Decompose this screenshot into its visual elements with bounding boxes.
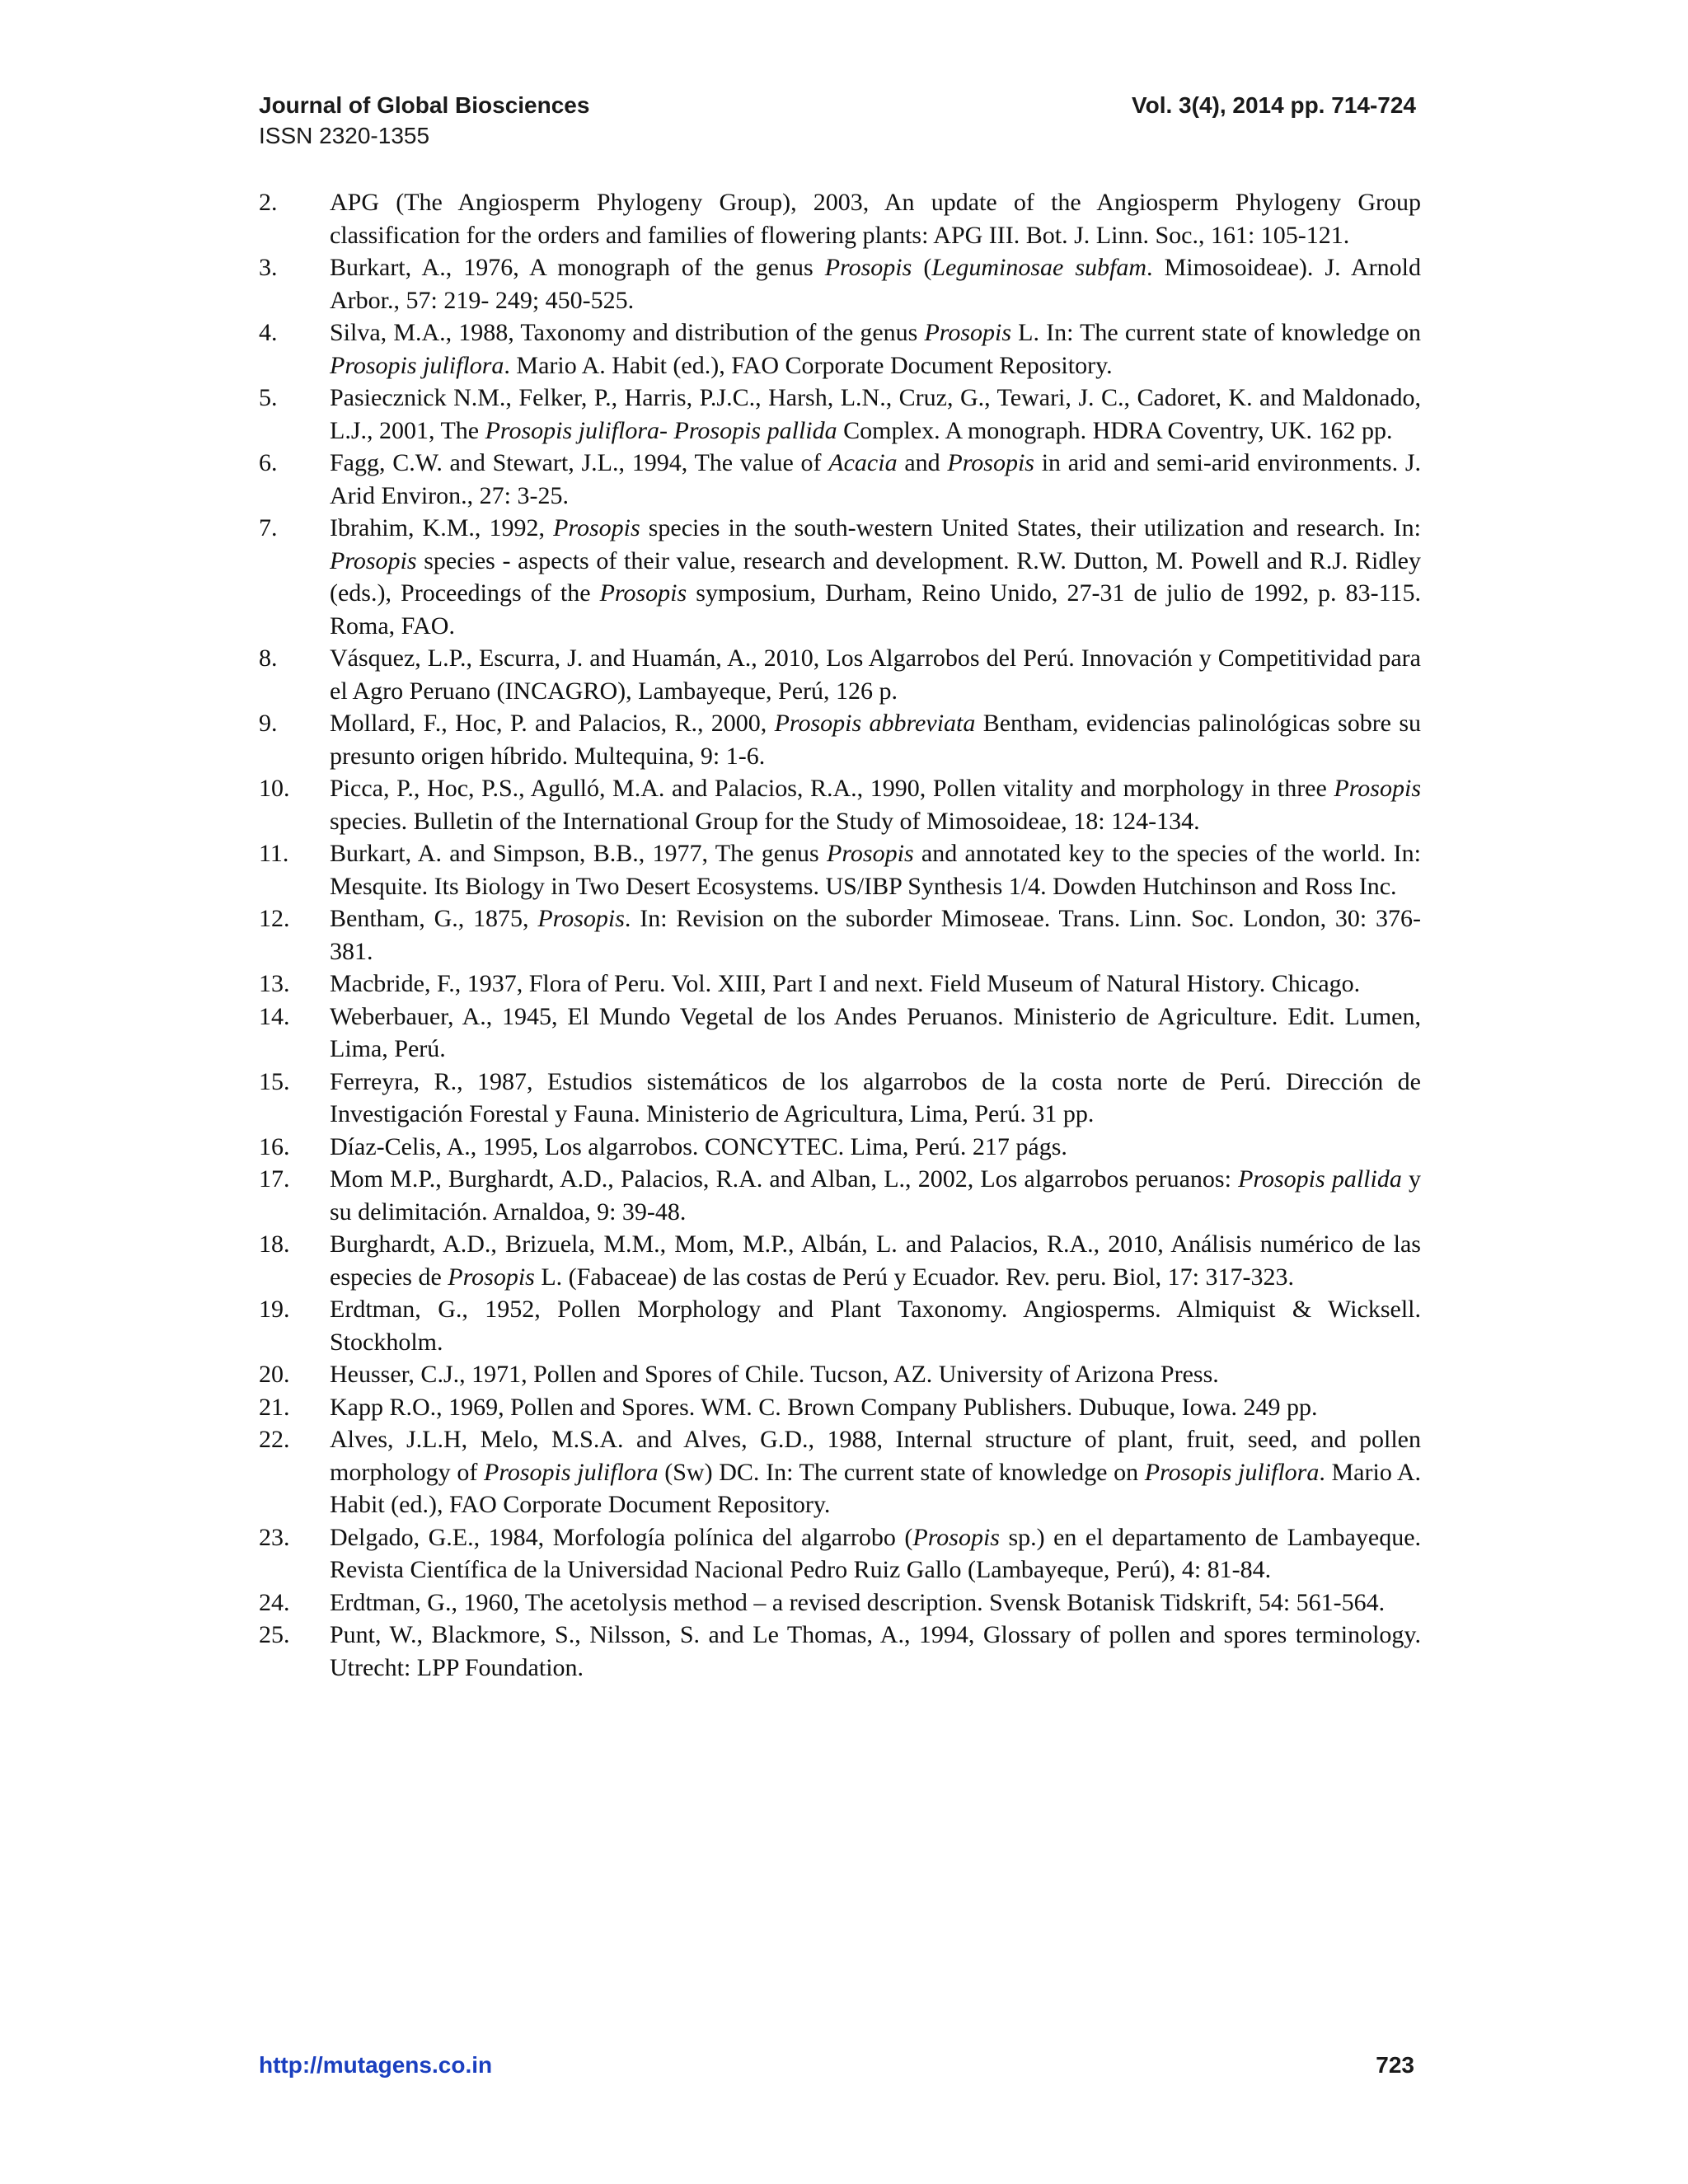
reference-list xyxy=(259,186,1421,1684)
reference-item xyxy=(259,968,1421,1001)
reference-text: L. In: The current state of knowledge on xyxy=(1011,319,1421,346)
reference-text: Ibrahim, K.M., 1992, xyxy=(330,514,554,541)
reference-text: Vásquez, L.P., Escurra, J. and Huamán, A., 2010, Los Algarrobos del Perú. Innovación y Competitividad para el Agro Peruano (INCAGRO), Lambayeque, Perú, 126 p. xyxy=(330,644,1421,705)
issn: ISSN 2320-1355 xyxy=(259,123,430,148)
reference-item xyxy=(259,1163,1421,1228)
reference-text: Heusser, C.J., 1971, Pollen and Spores of Chile. Tucson, AZ. University of Arizona Press. xyxy=(330,1361,1219,1388)
reference-text: and annotated key to the species of the world. In: Mesquite. Its Biology in Two Desert Ecosystems. US/IBP Synthesis 1/4. Dowden Hutchinson and Ross Inc. xyxy=(330,840,1421,900)
reference-item xyxy=(259,642,1421,707)
reference-italic-text: Prosopis xyxy=(1334,775,1421,802)
reference-text: Díaz-Celis, A., 1995, Los algarrobos. CONCYTEC. Lima, Perú. 217 págs. xyxy=(330,1132,1067,1160)
reference-italic-text: Prosopis pallida xyxy=(1238,1165,1402,1193)
reference-text: Fagg, C.W. and Stewart, J.L., 1994, The value of xyxy=(330,449,829,476)
reference-item xyxy=(259,1358,1421,1391)
reference-text: Alves, J.L.H, Melo, M.S.A. and Alves, G.D., 1988, Internal structure of plant, fruit, seed, and pollen morphology of xyxy=(330,1426,1421,1486)
reference-italic-text: Prosopis xyxy=(448,1263,535,1291)
reference-italic-text: Leguminosae subfam xyxy=(931,254,1147,281)
reference-italic-text: Prosopis xyxy=(912,1523,1000,1551)
reference-text: Burghardt, A.D., Brizuela, M.M., Mom, M.P., Albán, L. and Palacios, R.A., 2010, Análisis numérico de las especies de xyxy=(330,1230,1421,1291)
reference-italic-text: Prosopis juliflora xyxy=(1144,1458,1320,1486)
reference-italic-text: Prosopis abbreviata xyxy=(774,710,976,737)
reference-text: Macbride, F., 1937, Flora of Peru. Vol. XIII, Part I and next. Field Museum of Natural History. Chicago. xyxy=(330,970,1361,997)
reference-number: 7. xyxy=(259,514,278,541)
reference-italic-text: Prosopis xyxy=(827,840,914,867)
reference-item xyxy=(259,1586,1421,1619)
reference-item xyxy=(259,251,1421,316)
reference-number: 25. xyxy=(259,1621,290,1648)
reference-number: 24. xyxy=(259,1588,290,1616)
reference-item xyxy=(259,1001,1421,1066)
reference-text: species - aspects of their value, research and development. R.W. Dutton, M. Powell and R.J. Ridley (eds.), Proceedings of the xyxy=(330,546,1421,607)
reference-number: 20. xyxy=(259,1361,290,1388)
reference-number: 17. xyxy=(259,1165,290,1193)
reference-text: Erdtman, G., 1952, Pollen Morphology and Plant Taxonomy. Angiosperms. Almiquist & Wicksell. Stockholm. xyxy=(330,1296,1421,1356)
reference-item xyxy=(259,382,1421,447)
reference-text: Bentham, evidencias palinológicas sobre su presunto origen híbrido. Multequina, 9: 1-6. xyxy=(330,710,1421,770)
reference-text: Mom M.P., Burghardt, A.D., Palacios, R.A. and Alban, L., 2002, Los algarrobos peruanos: xyxy=(330,1165,1239,1193)
reference-text: and xyxy=(897,449,948,476)
reference-number: 8. xyxy=(259,644,278,672)
reference-number: 9. xyxy=(259,710,278,737)
reference-item xyxy=(259,1391,1421,1424)
reference-text: symposium, Durham, Reino Unido, 27-31 de julio de 1992, p. 83-115. Roma, FAO. xyxy=(330,579,1421,640)
reference-number: 18. xyxy=(259,1230,290,1258)
reference-item xyxy=(259,1423,1421,1521)
reference-item xyxy=(259,902,1421,968)
reference-number: 11. xyxy=(259,840,289,867)
reference-item xyxy=(259,1228,1421,1293)
reference-item xyxy=(259,1131,1421,1164)
reference-text: sp.) en el departamento de Lambayeque. Revista Científica de la Universidad Nacional Pedro Ruiz Gallo (Lambayeque, Perú), 4: 81-84. xyxy=(330,1523,1422,1583)
reference-text: in arid and semi-arid environments. J. Arid Environ., 27: 3-25. xyxy=(330,449,1421,509)
reference-text: . In: Revision on the suborder Mimoseae. Trans. Linn. Soc. London, 30: 376-381. xyxy=(330,905,1421,965)
reference-text: (Sw) DC. In: The current state of knowledge on xyxy=(658,1458,1145,1486)
reference-number: 14. xyxy=(259,1002,290,1030)
reference-number: 21. xyxy=(259,1393,290,1421)
reference-italic-text: Acacia xyxy=(828,449,898,476)
reference-text: Delgado, G.E., 1984, Morfología polínica del algarrobo ( xyxy=(330,1523,913,1551)
reference-number: 16. xyxy=(259,1132,290,1160)
reference-text: . Mimosoideae). J. Arnold Arbor., 57: 219- 249; 450-525. xyxy=(330,254,1421,314)
reference-item xyxy=(259,447,1421,512)
reference-item xyxy=(259,1066,1421,1131)
reference-text: species. Bulletin of the International Group for the Study of Mimosoideae, 18: 124-134. xyxy=(330,807,1200,835)
reference-item xyxy=(259,512,1421,642)
reference-italic-text: Prosopis xyxy=(553,514,640,541)
volume-info: Vol. 3(4), 2014 pp. 714-724 xyxy=(1132,92,1416,118)
reference-italic-text: Prosopis xyxy=(924,319,1012,346)
reference-text: Burkart, A., 1976, A monograph of the genus xyxy=(330,254,825,281)
reference-italic-text: Prosopis pallida xyxy=(673,416,837,444)
reference-text: L. (Fabaceae) de las costas de Perú y Ecuador. Rev. peru. Biol, 17: 317-323. xyxy=(534,1263,1294,1291)
reference-number: 5. xyxy=(259,384,278,411)
reference-italic-text: Prosopis xyxy=(330,546,417,574)
reference-item xyxy=(259,186,1421,251)
reference-item xyxy=(259,1619,1421,1684)
reference-item xyxy=(259,1521,1421,1586)
reference-text: Erdtman, G., 1960, The acetolysis method – a revised description. Svensk Botanisk Tidskrift, 54: 561-564. xyxy=(330,1588,1386,1616)
reference-text: . Mario A. Habit (ed.), FAO Corporate Document Repository. xyxy=(504,351,1113,379)
reference-text: Pasiecznick N.M., Felker, P., Harris, P.J.C., Harsh, L.N., Cruz, G., Tewari, J. C., Cadoret, K. and Maldonado, L.J., 2001, The xyxy=(330,384,1421,444)
reference-item xyxy=(259,772,1421,837)
reference-number: 10. xyxy=(259,775,290,802)
reference-italic-text: Prosopis xyxy=(947,449,1034,476)
reference-italic-text: Prosopis xyxy=(537,905,625,932)
reference-number: 2. xyxy=(259,189,278,216)
reference-item xyxy=(259,1293,1421,1358)
reference-text: Kapp R.O., 1969, Pollen and Spores. WM. C. Brown Company Publishers. Dubuque, Iowa. 249 pp. xyxy=(330,1393,1318,1421)
page-number: 723 xyxy=(1376,2052,1414,2078)
reference-italic-text: Prosopis xyxy=(824,254,912,281)
reference-text: Mollard, F., Hoc, P. and Palacios, R., 2000, xyxy=(330,710,775,737)
reference-number: 4. xyxy=(259,319,278,346)
reference-text: species in the south-western United States, their utilization and research. In: xyxy=(640,514,1421,541)
journal-title: Journal of Global Biosciences xyxy=(259,92,590,118)
reference-text: . Mario A. Habit (ed.), FAO Corporate Document Repository. xyxy=(330,1458,1422,1518)
reference-text: Punt, W., Blackmore, S., Nilsson, S. and Le Thomas, A., 1994, Glossary of pollen and spores terminology. Utrecht: LPP Foundation. xyxy=(330,1621,1421,1681)
reference-item xyxy=(259,316,1421,382)
reference-italic-text: Prosopis juliflora xyxy=(485,416,660,444)
footer-link[interactable]: http://mutagens.co.in xyxy=(259,2052,493,2078)
reference-text: APG (The Angiosperm Phylogeny Group), 2003, An update of the Angiosperm Phylogeny Group classification for the orders and families of flowering plants: APG III. Bot. J. Linn. Soc., 161: 105-121. xyxy=(330,189,1421,249)
reference-number: 22. xyxy=(259,1426,290,1453)
reference-text: Ferreyra, R., 1987, Estudios sistemáticos de los algarrobos de la costa norte de Perú. Dirección de Investigación Forestal y Fauna. Ministerio de Agricultura, Lima, Perú. 31 pp. xyxy=(330,1067,1421,1127)
reference-number: 6. xyxy=(259,449,278,476)
reference-text: Bentham, G., 1875, xyxy=(330,905,538,932)
reference-text: ( xyxy=(912,254,932,281)
reference-text: Burkart, A. and Simpson, B.B., 1977, The genus xyxy=(330,840,828,867)
reference-number: 23. xyxy=(259,1523,290,1551)
reference-number: 15. xyxy=(259,1067,290,1095)
reference-text: y su delimitación. Arnaldoa, 9: 39-48. xyxy=(330,1165,1422,1226)
reference-number: 3. xyxy=(259,254,278,281)
reference-text: Silva, M.A., 1988, Taxonomy and distribution of the genus xyxy=(330,319,925,346)
reference-text: Complex. A monograph. HDRA Coventry, UK. 162 pp. xyxy=(837,416,1393,444)
reference-italic-text: Prosopis xyxy=(599,579,687,607)
reference-number: 12. xyxy=(259,905,290,932)
reference-text: Weberbauer, A., 1945, El Mundo Vegetal de los Andes Peruanos. Ministerio de Agriculture. Edit. Lumen, Lima, Perú. xyxy=(330,1002,1421,1062)
reference-text: - xyxy=(659,416,674,444)
reference-text: Picca, P., Hoc, P.S., Agulló, M.A. and Palacios, R.A., 1990, Pollen vitality and morphology in three xyxy=(330,775,1334,802)
reference-item xyxy=(259,837,1421,902)
reference-item xyxy=(259,707,1421,772)
reference-number: 13. xyxy=(259,970,290,997)
reference-number: 19. xyxy=(259,1296,290,1323)
reference-italic-text: Prosopis juliflora xyxy=(330,351,504,379)
reference-italic-text: Prosopis juliflora xyxy=(484,1458,659,1486)
